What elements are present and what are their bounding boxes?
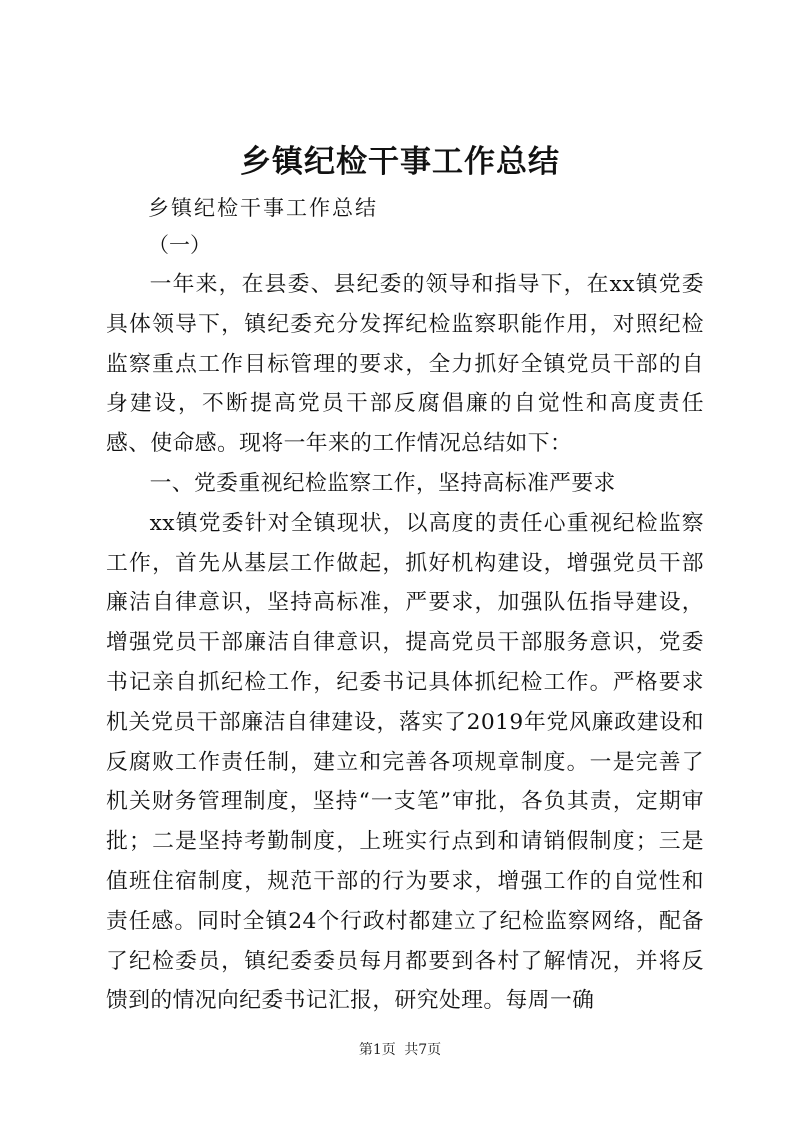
section-marker: （一）	[148, 233, 211, 257]
page-title: 乡镇纪检干事工作总结	[240, 144, 560, 180]
page-total: 共7页	[404, 1042, 442, 1058]
page-number: 第1页	[358, 1042, 396, 1058]
paragraph-section-1: xx镇党委针对全镇现状，以高度的责任心重视纪检监察工作，首先从基层工作做起，抓好机构建设，增强党员干部廉洁自律意识，坚持高标准，严要求，加强队伍指导建设，增强党员干部廉洁自律意识，提高党员干部服务意识，党委书记亲自抓纪检工作，纪委书记具体抓纪检工作。严格要求机关党员干部廉洁自律建设，落实了2019年党风廉政建设和反腐败工作责任制，建立和完善各项规章制度。一是完善了机关财务管理制度，坚持“一支笔”审批，各负其责，定期审批；二是坚持考勤制度，上班实行点到和请销假制度；三是值班住宿制度，规范干部的行为要求，增强工作的自觉性和责任感。同时全镇24个行政村都建立了纪检监察网络，配备了纪检委员，镇纪委委员每月都要到各村了解情况，并将反馈到的情况向纪委书记汇报，研究处理。每周一确	[106, 510, 704, 1014]
section-heading-1: 一、党委重视纪检监察工作，坚持高标准严要求	[149, 470, 616, 496]
document-body	[106, 265, 704, 1021]
document-subtitle: 乡镇纪检干事工作总结	[148, 196, 378, 220]
paragraph-intro: 一年来，在县委、县纪委的领导和指导下，在xx镇党委具体领导下，镇纪委充分发挥纪检监察职能作用，对照纪检监察重点工作目标管理的要求，全力抓好全镇党员干部的自身建设，不断提高党员干部反腐倡廉的自觉性和高度责任感、使命感。现将一年来的工作情况总结如下：	[106, 272, 704, 457]
page-footer	[0, 1040, 800, 1060]
